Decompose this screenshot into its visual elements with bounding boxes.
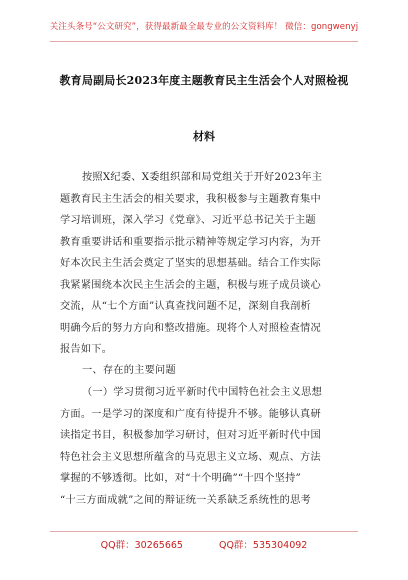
text-line: 掌握的不够透彻。比如，对“十个明确”“十四个坚持”: [60, 473, 302, 484]
text-line: “十三方面成就”之间的辩证统一关系缺乏系统性的思考: [60, 494, 311, 506]
header-divider: [50, 41, 358, 42]
text-line: 交流，从“七个方面”认真查找问题不足，深刻自我剖析: [60, 301, 311, 312]
text-line: 方面。一是学习的深度和广度有待提升不够。能够认真研: [60, 408, 321, 420]
footer-qq-group-2: QQ群：535304092: [218, 540, 308, 551]
section-heading: [60, 360, 350, 382]
text-line: 教育重要讲话和重要指示批示精神等规定学习内容，为开: [60, 236, 321, 248]
text-line: 按照X纪委、X委组织部和局党组关于开好2023年主: [82, 172, 323, 183]
paragraph-intro: [60, 167, 350, 361]
text-line: 学习培训班，深入学习《党章》、习近平总书记关于主题: [60, 215, 316, 226]
text-line: 好本次民主生活会奠定了坚实的思想基础。结合工作实际: [60, 258, 321, 269]
document-title-line-1: 教育局副局长2023年度主题教育民主生活会个人对照检视: [59, 74, 349, 87]
footer-qq-group-1: QQ群：30265665: [100, 540, 183, 551]
text-line: 题教育民主生活会的相关要求，我积极参与主题教育集中: [60, 193, 321, 205]
text-line: 明确今后的努力方向和整改措施。现将个人对照检查情况: [60, 322, 321, 334]
text-line: 读指定书目，积极参加学习研讨，但对习近平新时代中国: [60, 430, 321, 441]
text-line: 特色社会主义思想所蕴含的马克思主义立场、观点、方法: [60, 451, 321, 463]
paragraph-problems: [60, 382, 350, 511]
header-banner: 关注头条号“公文研究”，获得最新最全最专业的公文资料库！ 微信：gongwenyj: [49, 22, 359, 32]
heading-text: 一、存在的主要问题: [82, 365, 176, 376]
text-line: 报告如下。: [60, 344, 113, 355]
footer-divider: [50, 531, 358, 532]
footer: [0, 537, 408, 551]
document-title-line-2: 材料: [193, 130, 215, 143]
text-line: 我紧紧围绕本次民主生活会的主题，积极与班子成员谈心: [60, 279, 321, 291]
text-line: （一）学习贯彻习近平新时代中国特色社会主义思想: [82, 387, 323, 398]
